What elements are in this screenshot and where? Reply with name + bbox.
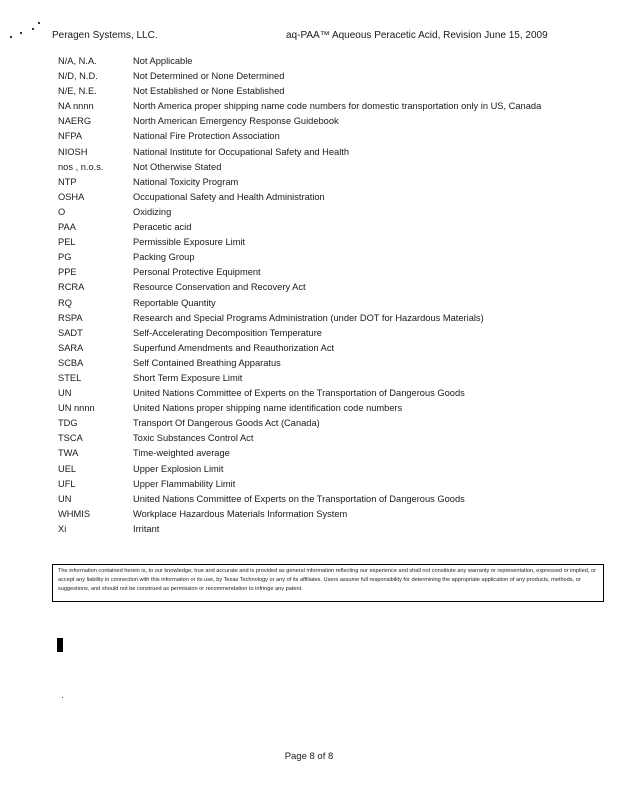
glossary-row <box>58 84 598 99</box>
glossary-abbreviation: STEL <box>58 372 82 383</box>
glossary-definition: Reportable Quantity <box>133 297 216 308</box>
glossary-row <box>58 129 598 144</box>
glossary-definition: Self-Accelerating Decomposition Temperature <box>133 327 322 338</box>
glossary-row <box>58 205 598 220</box>
abbreviation-glossary <box>58 54 598 537</box>
glossary-abbreviation: RCRA <box>58 282 85 293</box>
glossary-row <box>58 492 598 507</box>
glossary-row <box>58 356 598 371</box>
glossary-definition: Short Term Exposure Limit <box>133 372 243 383</box>
glossary-row <box>58 114 598 129</box>
glossary-definition: Irritant <box>133 523 160 534</box>
glossary-abbreviation: RSPA <box>58 312 83 323</box>
glossary-abbreviation: Xi <box>58 523 67 534</box>
glossary-abbreviation: PEL <box>58 237 76 248</box>
glossary-row <box>58 54 598 69</box>
page-header <box>52 30 570 44</box>
scan-block-mark <box>57 638 63 652</box>
glossary-definition: Upper Flammability Limit <box>133 478 236 489</box>
glossary-row <box>58 341 598 356</box>
glossary-row <box>58 190 598 205</box>
glossary-abbreviation: OSHA <box>58 191 85 202</box>
glossary-abbreviation: N/E, N.E. <box>58 86 97 97</box>
glossary-abbreviation: UN <box>58 388 72 399</box>
glossary-definition: Permissible Exposure Limit <box>133 237 246 248</box>
disclaimer-box <box>52 564 604 602</box>
glossary-abbreviation: SADT <box>58 327 83 338</box>
glossary-definition: Research and Special Programs Administration (under DOT for Hazardous Materials) <box>133 312 484 323</box>
glossary-abbreviation: PPE <box>58 267 77 278</box>
glossary-definition: Not Applicable <box>133 56 193 66</box>
glossary-definition: Time-weighted average <box>133 448 230 459</box>
glossary-row <box>58 296 598 311</box>
glossary-definition: Packing Group <box>133 252 195 263</box>
glossary-row <box>58 99 598 114</box>
glossary-definition: National Fire Protection Association <box>133 131 280 142</box>
glossary-row <box>58 265 598 280</box>
glossary-definition: Toxic Substances Control Act <box>133 433 254 444</box>
glossary-abbreviation: TDG <box>58 418 78 429</box>
page-number: Page 8 of 8 <box>284 751 334 762</box>
glossary-definition: Not Determined or None Determined <box>133 71 285 82</box>
glossary-row <box>58 160 598 175</box>
glossary-abbreviation: SCBA <box>58 357 84 368</box>
glossary-abbreviation: TWA <box>58 448 79 459</box>
page-footer <box>0 751 618 762</box>
glossary-abbreviation: NIOSH <box>58 146 88 157</box>
glossary-row <box>58 280 598 295</box>
glossary-row <box>58 386 598 401</box>
glossary-abbreviation: N/A, N.A. <box>58 56 97 66</box>
glossary-row <box>58 431 598 446</box>
document-title: aq-PAA™ Aqueous Peracetic Acid, Revision June 15, 2009 <box>286 30 548 41</box>
glossary-row <box>58 416 598 431</box>
glossary-definition: Workplace Hazardous Materials Information System <box>133 508 348 519</box>
glossary-definition: Upper Explosion Limit <box>133 463 224 474</box>
glossary-abbreviation: SARA <box>58 342 84 353</box>
scan-dot-mark <box>62 697 63 698</box>
glossary-abbreviation: UEL <box>58 463 77 474</box>
glossary-row <box>58 326 598 341</box>
glossary-abbreviation: TSCA <box>58 433 83 444</box>
glossary-row <box>58 401 598 416</box>
glossary-abbreviation: PG <box>58 252 72 263</box>
glossary-abbreviation: NFPA <box>58 131 83 142</box>
glossary-abbreviation: UFL <box>58 478 76 489</box>
glossary-definition: Not Otherwise Stated <box>133 161 222 172</box>
glossary-definition: United Nations Committee of Experts on the Transportation of Dangerous Goods <box>133 388 465 399</box>
glossary-definition: National Institute for Occupational Safety and Health <box>133 146 350 157</box>
glossary-definition: North America proper shipping name code numbers for domestic transportation only in US, Canada <box>133 101 542 112</box>
glossary-definition: National Toxicity Program <box>133 176 239 187</box>
glossary-abbreviation: UN <box>58 493 72 504</box>
glossary-row <box>58 462 598 477</box>
glossary-definition: United Nations Committee of Experts on the Transportation of Dangerous Goods <box>133 493 465 504</box>
glossary-row <box>58 311 598 326</box>
scan-specks <box>8 22 48 42</box>
glossary-row <box>58 235 598 250</box>
glossary-abbreviation: O <box>58 206 66 217</box>
glossary-definition: Transport Of Dangerous Goods Act (Canada) <box>133 418 320 429</box>
glossary-row <box>58 175 598 190</box>
glossary-definition: Oxidizing <box>133 206 172 217</box>
glossary-definition: Occupational Safety and Health Administration <box>133 191 325 202</box>
company-name: Peragen Systems, LLC. <box>52 30 158 41</box>
glossary-definition: Peracetic acid <box>133 222 192 233</box>
glossary-definition: Not Established or None Established <box>133 86 285 97</box>
glossary-abbreviation: nos , n.o.s. <box>58 161 104 172</box>
glossary-abbreviation: NTP <box>58 176 77 187</box>
glossary-definition: Personal Protective Equipment <box>133 267 261 278</box>
glossary-abbreviation: N/D, N.D. <box>58 71 98 82</box>
glossary-row <box>58 446 598 461</box>
glossary-abbreviation: UN nnnn <box>58 403 95 414</box>
glossary-row <box>58 371 598 386</box>
glossary-abbreviation: RQ <box>58 297 72 308</box>
glossary-row <box>58 477 598 492</box>
glossary-row <box>58 507 598 522</box>
glossary-row <box>58 522 598 537</box>
glossary-abbreviation: PAA <box>58 222 76 233</box>
glossary-definition: United Nations proper shipping name identification code numbers <box>133 403 403 414</box>
glossary-abbreviation: WHMIS <box>58 508 91 519</box>
glossary-row <box>58 69 598 84</box>
glossary-row <box>58 220 598 235</box>
glossary-row <box>58 250 598 265</box>
glossary-abbreviation: NA nnnn <box>58 101 94 112</box>
glossary-abbreviation: NAERG <box>58 116 92 127</box>
glossary-row <box>58 145 598 160</box>
glossary-definition: North American Emergency Response Guidebook <box>133 116 339 127</box>
disclaimer-text: The information contained herein is, to our knowledge, true and accurate and is provided as general information reflecting our experience and shall not constitute any warranty or representation, expressed or implied, or accept any liability in connection with this information or its use, by Texas Technology or any of its affiliates. Users assume full responsibility for determining the appropriate application of any products, methods, or suggestions, and should not be construed as permission or recommendation to infringe any patent. <box>58 568 596 592</box>
glossary-definition: Resource Conservation and Recovery Act <box>133 282 306 293</box>
glossary-definition: Self Contained Breathing Apparatus <box>133 357 281 368</box>
glossary-definition: Superfund Amendments and Reauthorization Act <box>133 342 335 353</box>
